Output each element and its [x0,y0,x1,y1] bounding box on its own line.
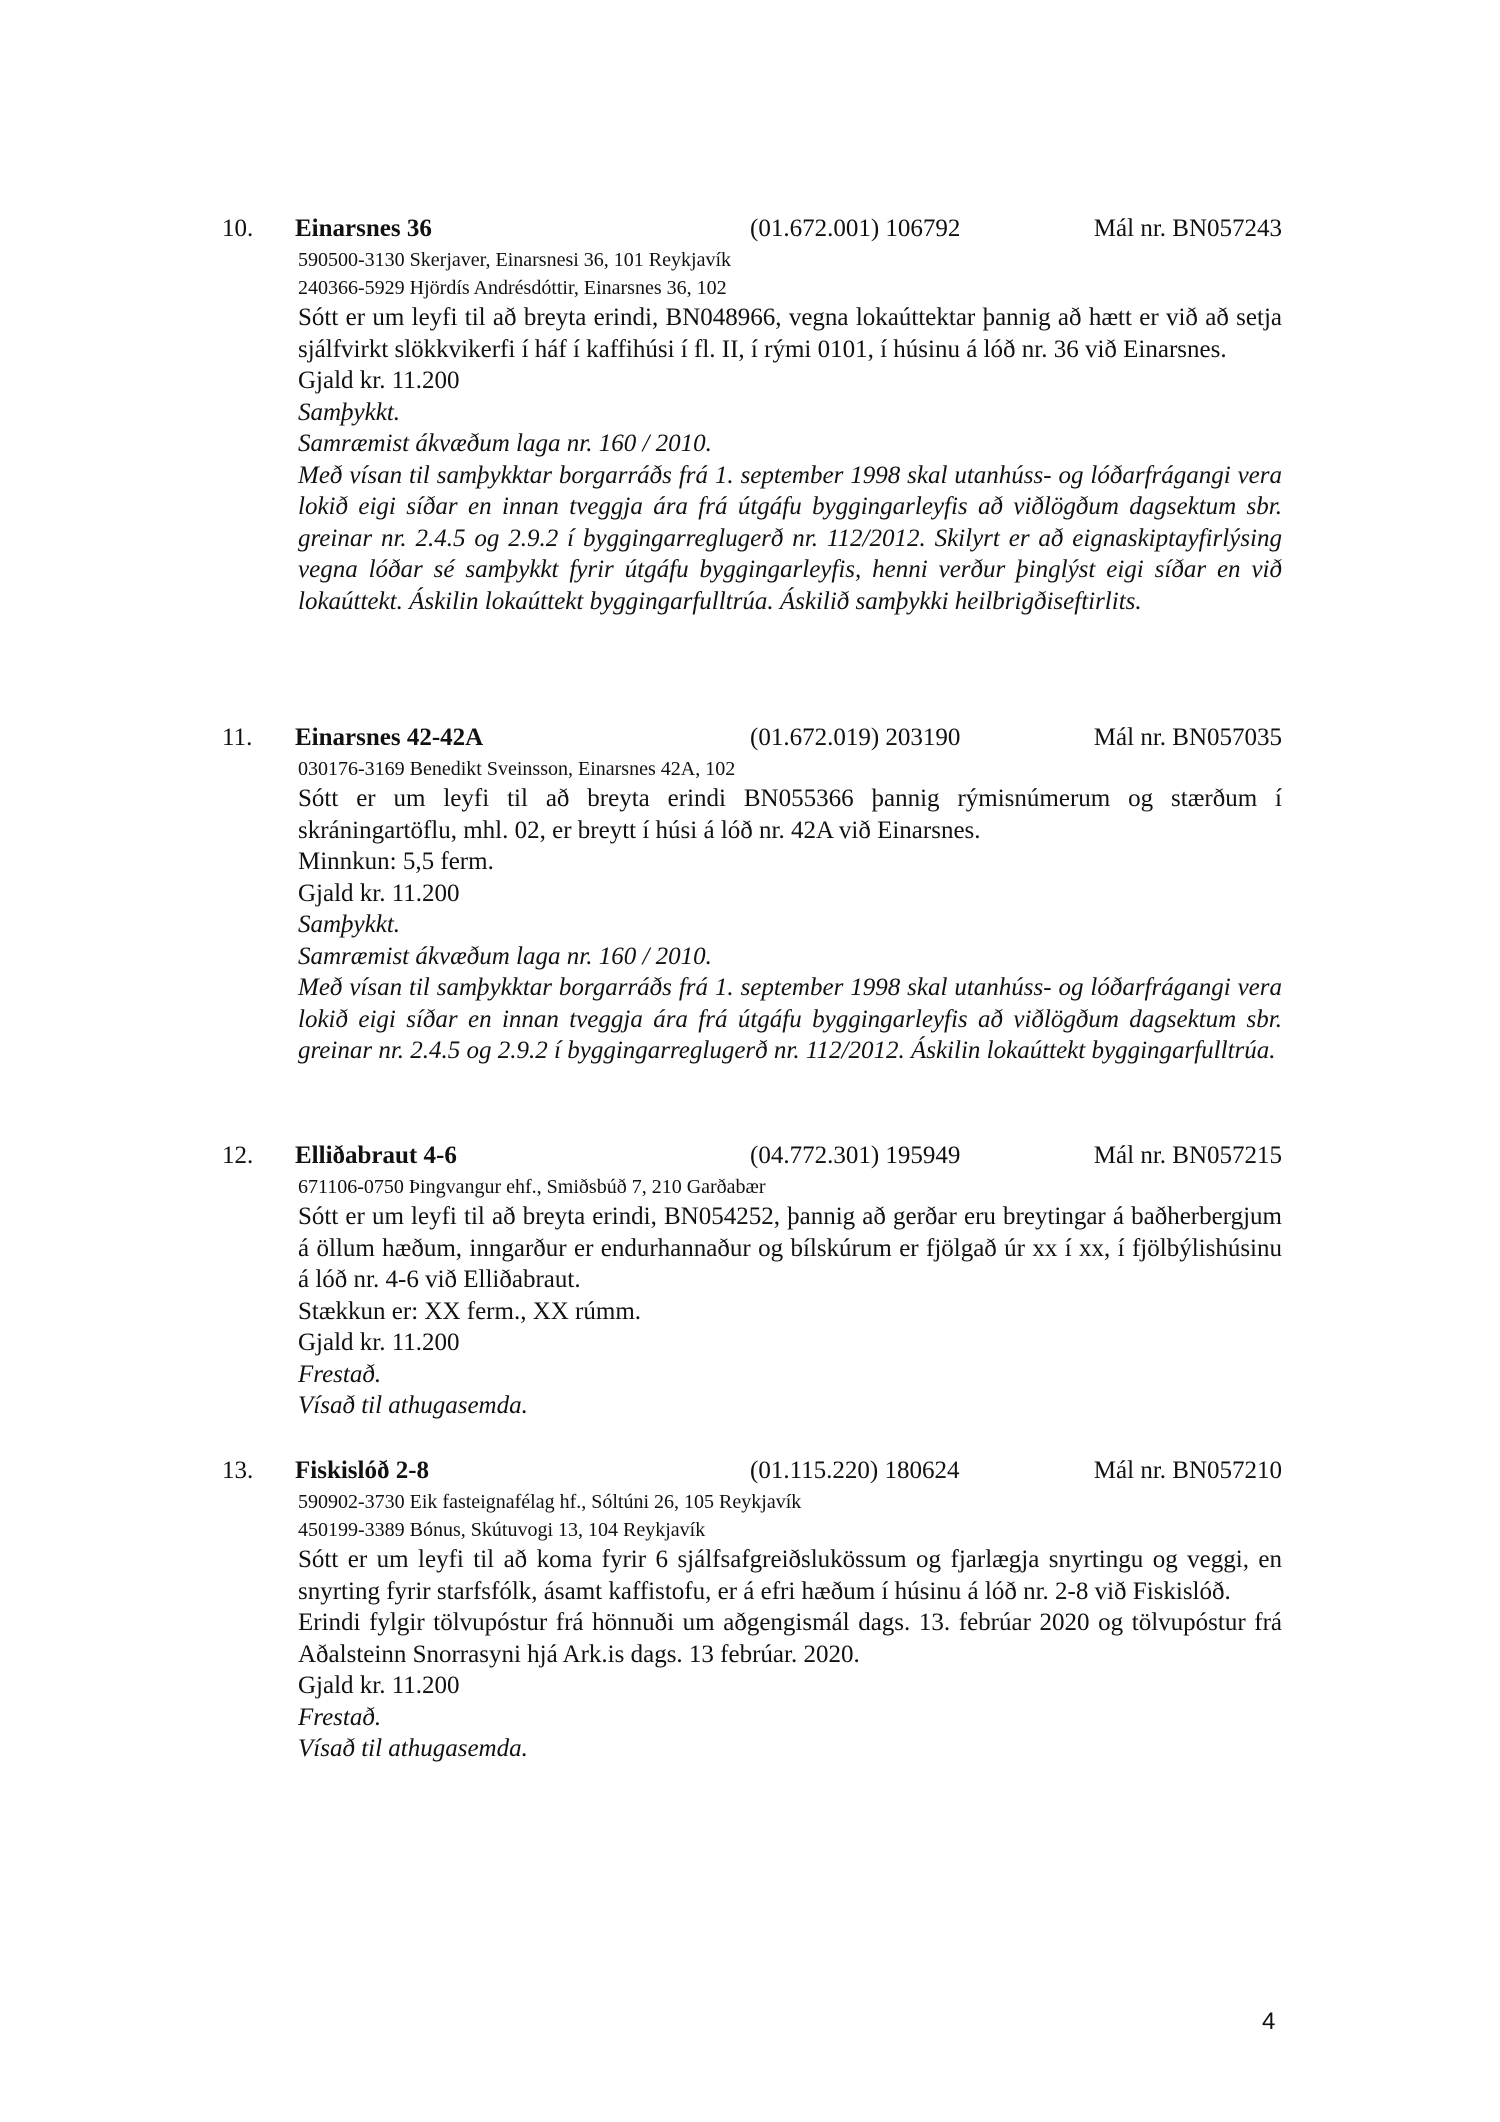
case-number: Mál nr. BN057215 [1093,1142,1282,1169]
entry-number: 11. [222,724,253,751]
entry-body [298,1173,1282,1422]
case-number: Mál nr. BN057210 [1093,1457,1282,1484]
case-entry-10 [222,212,1282,617]
entry-number: 10. [222,215,254,242]
applicant-line: 240366-5929 Hjördís Andrésdóttir, Einarsnes 36, 102 [298,277,727,299]
case-number: Mál nr. BN057243 [1093,215,1282,242]
conditions-text: Með vísan til samþykktar borgarráðs frá 1. september 1998 skal utanhúss- og lóðarfrágangi vera lokið eigi síðar en innan tveggja ára frá útgáfu byggingarleyfis að viðlögðum dagsektum sbr. greinar nr. 2.4.5 og 2.9.2 í byggingarreglugerð nr. 112/2012. Áskilin lokaúttekt byggingarfulltrúa. [298,974,1282,1064]
property-address: Elliðabraut 4-6 [295,1142,457,1169]
case-entry-11 [222,721,1282,1067]
applicant-line: 450199-3389 Bónus, Skútuvogi 13, 104 Reykjavík [298,1519,706,1541]
applicant-line: 671106-0750 Þingvangur ehf., Smiðsbúð 7, 210 Garðabær [298,1176,766,1198]
entry-header [222,212,1282,246]
fee-line: Gjald kr. 11.200 [298,879,460,907]
decision-line: Frestað. [298,1703,382,1731]
fee-line: Gjald kr. 11.200 [298,1329,460,1356]
applicant-line: 590500-3130 Skerjaver, Einarsnesi 36, 101 Reykjavík [298,249,732,271]
case-entry-12 [222,1139,1282,1422]
decision-note: Vísað til athugasemda. [298,1392,528,1419]
law-reference: Samræmist ákvæðum laga nr. 160 / 2010. [298,942,712,970]
fee-line: Gjald kr. 11.200 [298,367,460,394]
page-number: 4 [1262,2008,1276,2035]
fee-line: Gjald kr. 11.200 [298,1672,460,1699]
applicant-line: 030176-3169 Benedikt Sveinsson, Einarsnes 42A, 102 [298,758,736,780]
decision-line: Samþykkt. [298,911,401,938]
entry-number: 13. [222,1457,254,1484]
size-change: Stækkun er: XX ferm., XX rúmm. [298,1297,642,1325]
decision-note: Vísað til athugasemda. [298,1735,528,1762]
lot-number: (01.672.019) 203190 [750,724,961,751]
lot-number: (01.672.001) 106792 [750,215,961,242]
law-reference: Samræmist ákvæðum laga nr. 160 / 2010. [298,430,712,457]
decision-line: Samþykkt. [298,398,401,426]
size-change: Minnkun: 5,5 ferm. [298,848,494,875]
entry-header [222,1454,1282,1488]
property-address: Einarsnes 42-42A [295,724,484,751]
application-description: Sótt er um leyfi til að koma fyrir 6 sjálfsafgreiðslukössum og fjarlægja snyrtingu og veggi, en snyrting fyrir starfsfólk, ásamt kaffistofu, er á efri hæðum í húsinu á lóð nr. 2-8 við Fiskislóð. [298,1546,1282,1605]
lot-number: (01.115.220) 180624 [750,1457,960,1484]
application-description: Sótt er um leyfi til að breyta erindi, BN054252, þannig að gerðar eru breytingar á baðherbergjum á öllum hæðum, inngarður er endurhannaður og bílskúrum er fjölgað úr xx í xx, í fjölbýlishúsinu á lóð nr. 4-6 við Elliðabraut. [298,1203,1282,1293]
entry-body [298,755,1282,1067]
applicant-line: 590902-3730 Eik fasteignafélag hf., Sóltúni 26, 105 Reykjavík [298,1491,802,1513]
conditions-text: Með vísan til samþykktar borgarráðs frá 1. september 1998 skal utanhúss- og lóðarfrágangi vera lokið eigi síðar en innan tveggja ára frá útgáfu byggingarleyfis að viðlögðum dagsektum sbr. greinar nr. 2.4.5 og 2.9.2 í byggingarreglugerð nr. 112/2012. Skilyrt er að eignaskiptayfirlýsing vegna lóðar sé samþykkt fyrir útgáfu byggingarleyfis, henni verður þinglýst eigi síðar en við lokaúttekt. Áskilin lokaúttekt byggingarfulltrúa. Áskilið samþykki heilbrigðiseftirlits. [298,461,1282,615]
entry-header [222,721,1282,755]
entry-body [298,1488,1282,1765]
entry-number: 12. [222,1142,254,1169]
decision-line: Frestað. [298,1360,382,1388]
application-description: Sótt er um leyfi til að breyta erindi, BN048966, vegna lokaúttektar þannig að hætt er við að setja sjálfvirkt slökkvikerfi í háf í kaffihúsi í fl. II, í rými 0101, í húsinu á lóð nr. 36 við Einarsnes. [298,304,1282,363]
case-entry-13 [222,1454,1282,1765]
property-address: Fiskislóð 2-8 [295,1457,430,1484]
entry-body [298,246,1282,617]
attachment-note: Erindi fylgir tölvupóstur frá hönnuði um aðgengismál dags. 13. febrúar 2020 og tölvupóstur frá Aðalsteinn Snorrasyni hjá Ark.is dags. 13 febrúar. 2020. [298,1609,1282,1668]
entry-header [222,1139,1282,1173]
property-address: Einarsnes 36 [295,215,432,242]
lot-number: (04.772.301) 195949 [750,1142,961,1169]
application-description: Sótt er um leyfi til að breyta erindi BN055366 þannig rýmisnúmerum og stærðum í skráningartöflu, mhl. 02, er breytt í húsi á lóð nr. 42A við Einarsnes. [298,785,1282,844]
case-number: Mál nr. BN057035 [1093,724,1282,751]
